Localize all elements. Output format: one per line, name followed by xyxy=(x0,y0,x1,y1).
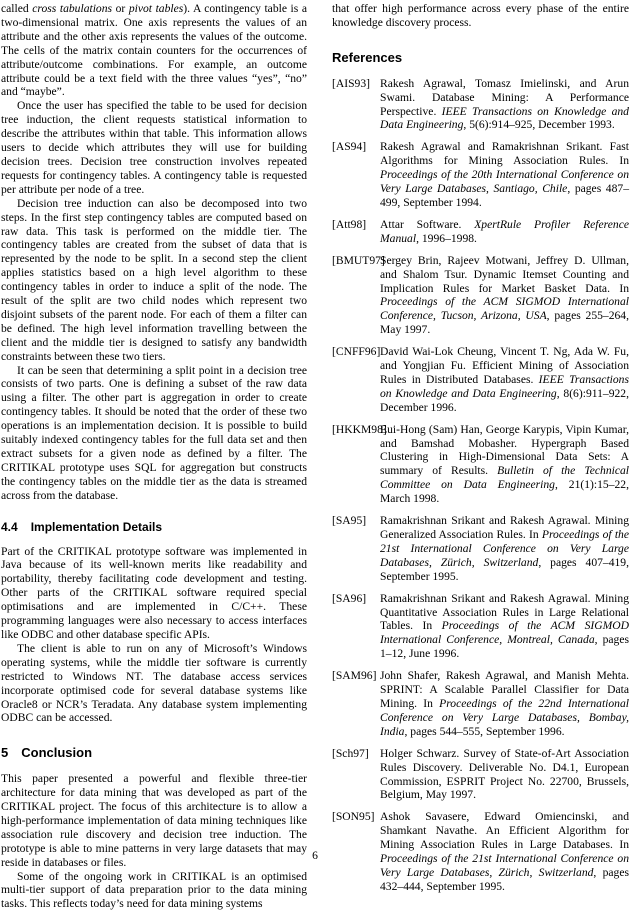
reference-text xyxy=(380,423,629,506)
text-run: John Shafer, Rakesh Agrawal, and Manish Mehta. SPRINT: A Scalable Parallel Classifier for Data Mining. In xyxy=(380,669,629,710)
body-paragraph xyxy=(1,642,307,725)
text-run: Some of the ongoing work in CRITIKAL is an optimised multi-tier support of data preparation prior to the data mining tasks. This reflects today’s need for data mining systems xyxy=(1,869,307,911)
italic-text: Proceedings of the 21st International Conference on Very Large Databases, Zürich, Switzerland xyxy=(380,852,629,879)
text-run: , 8(6):911–922, December 1996. xyxy=(380,386,629,414)
italic-text: Proceedings of the 22nd International Conference on Very Large Databases, Bombay, India xyxy=(380,696,629,738)
text-run: Eui-Hong (Sam) Han, George Karypis, Vipin Kumar, and Bamshad Mobasher. Hypergraph Based Clustering in High-Dimensional Data Sets: A summary of Results. xyxy=(380,422,629,478)
text-run: Rakesh Agrawal, Tomasz Imielinski, and Arun Swami. Database Mining: A Performance Perspective. xyxy=(380,76,629,118)
text-run: , 1996–1998. xyxy=(416,231,477,245)
italic-text: cross tabulations xyxy=(32,2,113,15)
reference-label: [BMUT97] xyxy=(332,253,385,267)
text-run: , 21(1):15–22, March 1998. xyxy=(380,478,629,506)
italic-text: Bulletin of the Technical Committee on Data Engineering xyxy=(380,464,629,492)
reference-entry xyxy=(332,423,629,506)
body-paragraph xyxy=(1,2,307,99)
text-run: Holger Schwarz. Survey of State-of-Art Association Rules Discovery. Deliverable No. D4.1, European Commission, ESPRIT Project No. 22700, Brussels, Belgium, May 1997. xyxy=(380,746,629,802)
reference-text xyxy=(380,669,629,739)
reference-label: [CNFF96] xyxy=(332,345,381,359)
text-run: , pages 487–499, September 1994. xyxy=(380,182,629,209)
text-run: , 5(6):914–925, December 1993. xyxy=(463,118,615,132)
body-paragraph xyxy=(1,197,307,364)
reference-label: [SON95] xyxy=(332,810,375,824)
text-run: Once the user has specified the table to be used for decision tree induction, the client requests statistical information to describe the attributes within that table. This information allows users to decide which attributes they will use for building decision trees. Decision tree construction involves repeated requests for contingency tables. A contingency table is requested per attribute per node of a tree. xyxy=(1,99,307,196)
text-run: Ramakrishnan Srikant and Rakesh Agrawal. Mining Generalized Association Rules. In xyxy=(380,514,629,541)
text-run: It can be seen that determining a split point in a decision tree consists of two parts. One is defining a subset of the raw data using a filter. The other part is aggregation in order to create contingency tables. It should be noted that the order of these two operations is an implementation decision. It is possible to build suitably indexed contingency tables for the full data set and then extract subsets for a given node as defined by a filter. The CRITIKAL prototype uses SQL for aggregation but constructs the contingency tables on the middle tier as the data is streamed across from the database. xyxy=(1,363,307,502)
italic-text: IEEE Transactions on Knowledge and Data Engineering xyxy=(380,372,629,400)
reference-text xyxy=(380,592,629,662)
reference-entry xyxy=(332,514,629,584)
reference-entry xyxy=(332,254,629,337)
reference-entry xyxy=(332,77,629,133)
reference-label: [Att98] xyxy=(332,217,367,231)
italic-text: Proceedings of the ACM SIGMOD International Conference, Tucson, Arizona, USA xyxy=(380,295,629,323)
text-run: Decision tree induction can also be decomposed into two steps. In the first step contingency tables are computed based on raw data. This task is performed on the middle tier. The contingency tables are created from the subset of data that is represented by the node to be split. In a second step the client applies statistics based on a high level algorithm to these contingency tables in order to induce a split of the node. The result of the split are two child nodes which represent two disjoint subsets of the parent node. For each of them a filter can be defined. The high level information travelling between the client and the middle tier is designed to satisfy any bandwidth constraints between these two tiers. xyxy=(1,196,307,363)
italic-text: Proceedings of the 20th International Conference on Very Large Databases, Santiago, Chile xyxy=(380,168,629,196)
italic-text: Proceedings of the 21st International Conference on Very Large Databases, Zürich, Switzerland xyxy=(380,528,629,569)
body-paragraph xyxy=(1,545,307,642)
text-run: Part of the CRITIKAL prototype software was implemented in Java because of its well-known merits like readability and portability, thereby facilitating code development and testing. Other parts of the CRITIKAL software required special optimisations and are implemented in C/C++. These programming languages were also necessary to access interfaces like ODBC and other database specific APIs. xyxy=(1,544,307,641)
reference-label: [SAM96] xyxy=(332,669,377,683)
page-number: 6 xyxy=(312,849,318,862)
text-run: that offer high performance across every phase of the entire knowledge discovery process. xyxy=(332,2,629,29)
subsection-heading xyxy=(1,521,307,535)
reference-label: [SA95] xyxy=(332,514,367,528)
body-paragraph xyxy=(1,99,307,196)
reference-entry xyxy=(332,747,629,803)
text-run: or xyxy=(112,2,129,15)
reference-label: [AS94] xyxy=(332,140,367,154)
reference-entry xyxy=(332,592,629,662)
section-heading xyxy=(332,51,629,65)
reference-entry xyxy=(332,140,629,210)
left-column xyxy=(1,2,307,911)
reference-label: [AIS93] xyxy=(332,76,370,90)
heading-number: 5 xyxy=(1,745,9,761)
italic-text: IEEE Transactions on Knowledge and Data Engineering xyxy=(380,104,629,132)
text-run: Rakesh Agrawal and Ramakrishnan Srikant. Fast Algorithms for Mining Association Rules. In xyxy=(380,140,629,168)
italic-text: XpertRule Profiler Reference Manual xyxy=(380,217,629,245)
text-run: This paper presented a powerful and flexible three-tier architecture for data mining that was developed as part of the CRITIKAL project. The focus of this architecture is to allow a high-performance implementation of data mining techniques like association rule discovery and decision tree induction. The prototype is able to mine patterns in very large datasets that may reside in databases or files. xyxy=(1,772,307,869)
reference-text xyxy=(380,514,629,584)
reference-entry xyxy=(332,218,629,246)
text-run: , pages 544–555, September 1996. xyxy=(404,724,565,738)
text-run: Attar Software. xyxy=(380,217,475,231)
reference-text xyxy=(380,747,629,803)
reference-entry xyxy=(332,345,629,415)
body-paragraph xyxy=(1,364,307,503)
reference-label: [HKKM98] xyxy=(332,422,387,436)
text-run: , pages 1–12, June 1996. xyxy=(380,633,629,661)
section-heading xyxy=(1,746,307,760)
text-run: The client is able to run on any of Microsoft’s Windows operating systems, while the middle tier software is currently restricted to Windows NT. The database access services incorporate optimised code for several database systems like Oracle8 or NCR’s Teradata. Any database system implementing ODBC can be accessed. xyxy=(1,641,307,725)
reference-text xyxy=(380,345,629,415)
text-run: , pages 432–444, September 1995. xyxy=(380,865,629,893)
text-run: David Wai-Lok Cheung, Vincent T. Ng, Ada W. Fu, and Yongjian Fu. Efficient Mining of Association Rules in Distributed Databases. xyxy=(380,345,629,386)
reference-label: [SA96] xyxy=(332,591,367,605)
text-run: , pages 407–419, September 1995. xyxy=(380,555,629,583)
heading-title: References xyxy=(332,49,403,65)
reference-text xyxy=(380,77,629,133)
text-run: ). A contingency table is a two-dimensional matrix. One axis represents the values of an attribute and the other axis represents the values of the outcome. The cells of the matrix contain counters for the occurrences of attribute/outcome combinations. For example, an outcome attribute could be a text field with the three values “yes”, “no” and “maybe”. xyxy=(1,2,307,99)
text-run: Ramakrishnan Srikant and Rakesh Agrawal. Mining Quantitative Association Rules in Large Relational Tables. In xyxy=(380,591,629,633)
body-paragraph xyxy=(332,2,629,30)
reference-entry xyxy=(332,669,629,739)
reference-text xyxy=(380,254,629,337)
reference-text xyxy=(380,140,629,210)
reference-text xyxy=(380,218,629,246)
heading-number: 4.4 xyxy=(1,519,18,534)
text-run: Sergey Brin, Rajeev Motwani, Jeffrey D. Ullman, and Shalom Tsur. Dynamic Itemset Counting and Implication Rules for Market Basket Data. In xyxy=(380,253,629,295)
right-column xyxy=(332,2,629,902)
italic-text: Proceedings of the ACM SIGMOD International Conference, Montreal, Canada xyxy=(380,619,629,647)
italic-text: pivot tables xyxy=(128,2,184,15)
heading-title: Conclusion xyxy=(21,745,93,761)
text-run: called xyxy=(1,2,33,15)
reference-label: [Sch97] xyxy=(332,746,369,760)
heading-title: Implementation Details xyxy=(30,519,163,534)
text-run: Ashok Savasere, Edward Omiencinski, and Shamkant Navathe. An Efficient Algorithm for Mining Association Rules in Large Databases. In xyxy=(380,810,629,852)
text-run: , pages 255–264, May 1997. xyxy=(380,309,630,337)
